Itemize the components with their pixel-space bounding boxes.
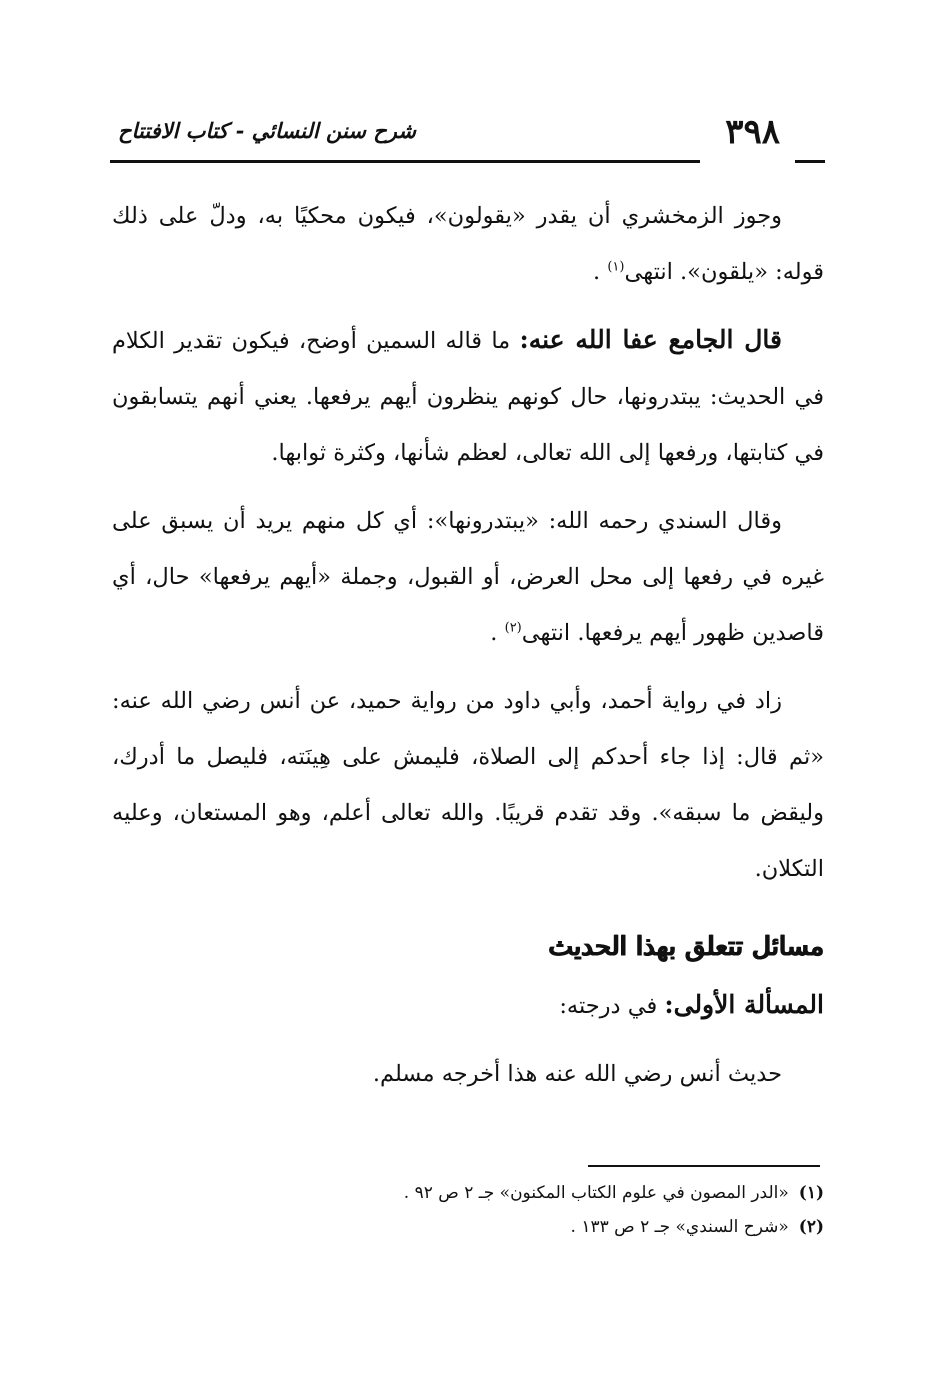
footnote-ref-2: (٢) [504, 620, 522, 636]
page-number: ٣٩٨ [725, 112, 780, 152]
issue-subtitle: في درجته: [559, 993, 658, 1019]
issue-title: المسألة الأولى: [664, 990, 824, 1019]
paragraph-sindi [112, 493, 824, 661]
paragraph-end: . [593, 259, 601, 285]
paragraph-text: وجوز الزمخشري أن يقدر «يقولون»، فيكون محكيًا به، ودلّ على ذلك قوله: «يلقون». انتهى [112, 203, 824, 285]
issue-one [112, 977, 824, 1034]
paragraph-text: ما قاله السمين أوضح، فيكون تقدير الكلام في الحديث: يبتدرونها، حال كونهم ينظرون أيهم يرفعها. يعني أنهم يتسابقون في كتابتها، ورفعها إلى الله تعالى، لعظم شأنها، وكثرة ثوابها. [112, 328, 824, 466]
paragraph-compiler [112, 312, 824, 481]
main-text [112, 188, 824, 1114]
page-header [110, 112, 825, 168]
header-rule [110, 160, 700, 163]
paragraph-text: حديث أنس رضي الله عنه هذا أخرجه مسلم. [372, 1061, 782, 1087]
paragraph-end: . [490, 620, 498, 646]
footnote-text: «الدر المصون في علوم الكتاب المكنون» جـ ٢ ص ٩٢ . [403, 1183, 789, 1203]
footnote-text: «شرح السندي» جـ ٢ ص ١٣٣ . [570, 1217, 789, 1237]
footnote-number: (١) [798, 1183, 824, 1203]
footnote-number: (٢) [798, 1217, 824, 1237]
footnote-2 [112, 1210, 824, 1244]
paragraph-text: زاد في رواية أحمد، وأبي داود من رواية حميد، عن أنس رضي الله عنه: «ثم قال: إذا جاء أحدكم إلى الصلاة، فليمش على هِينَته، فليصل ما أدرك، وليقض ما سبقه». وقد تقدم قريبًا. والله تعالى أعلم، وهو المستعان، وعليه التكلان. [112, 688, 824, 882]
paragraph-text: وقال السندي رحمه الله: «يبتدرونها»: أي كل منهم يريد أن يسبق على غيره في رفعها إلى محل العرض، أو القبول، وجملة «أيهم يرفعها» حال، أي قاصدين ظهور أيهم يرفعها. انتهى [112, 508, 824, 646]
footnote-rule [588, 1165, 820, 1167]
compiler-lead: قال الجامع عفا الله عنه: [519, 325, 782, 354]
footnote-1 [112, 1176, 824, 1210]
paragraph-zamakhshari [112, 188, 824, 300]
running-title: شرح سنن النسائي - كتاب الافتتاح [118, 118, 416, 143]
section-heading: مسائل تتعلق بهذا الحديث [548, 932, 824, 962]
paragraph-grading [112, 1046, 824, 1102]
footnotes [112, 1176, 824, 1244]
paragraph-narration [112, 673, 824, 897]
footnote-ref-1: (١) [607, 259, 625, 275]
header-rule-short [795, 160, 825, 163]
